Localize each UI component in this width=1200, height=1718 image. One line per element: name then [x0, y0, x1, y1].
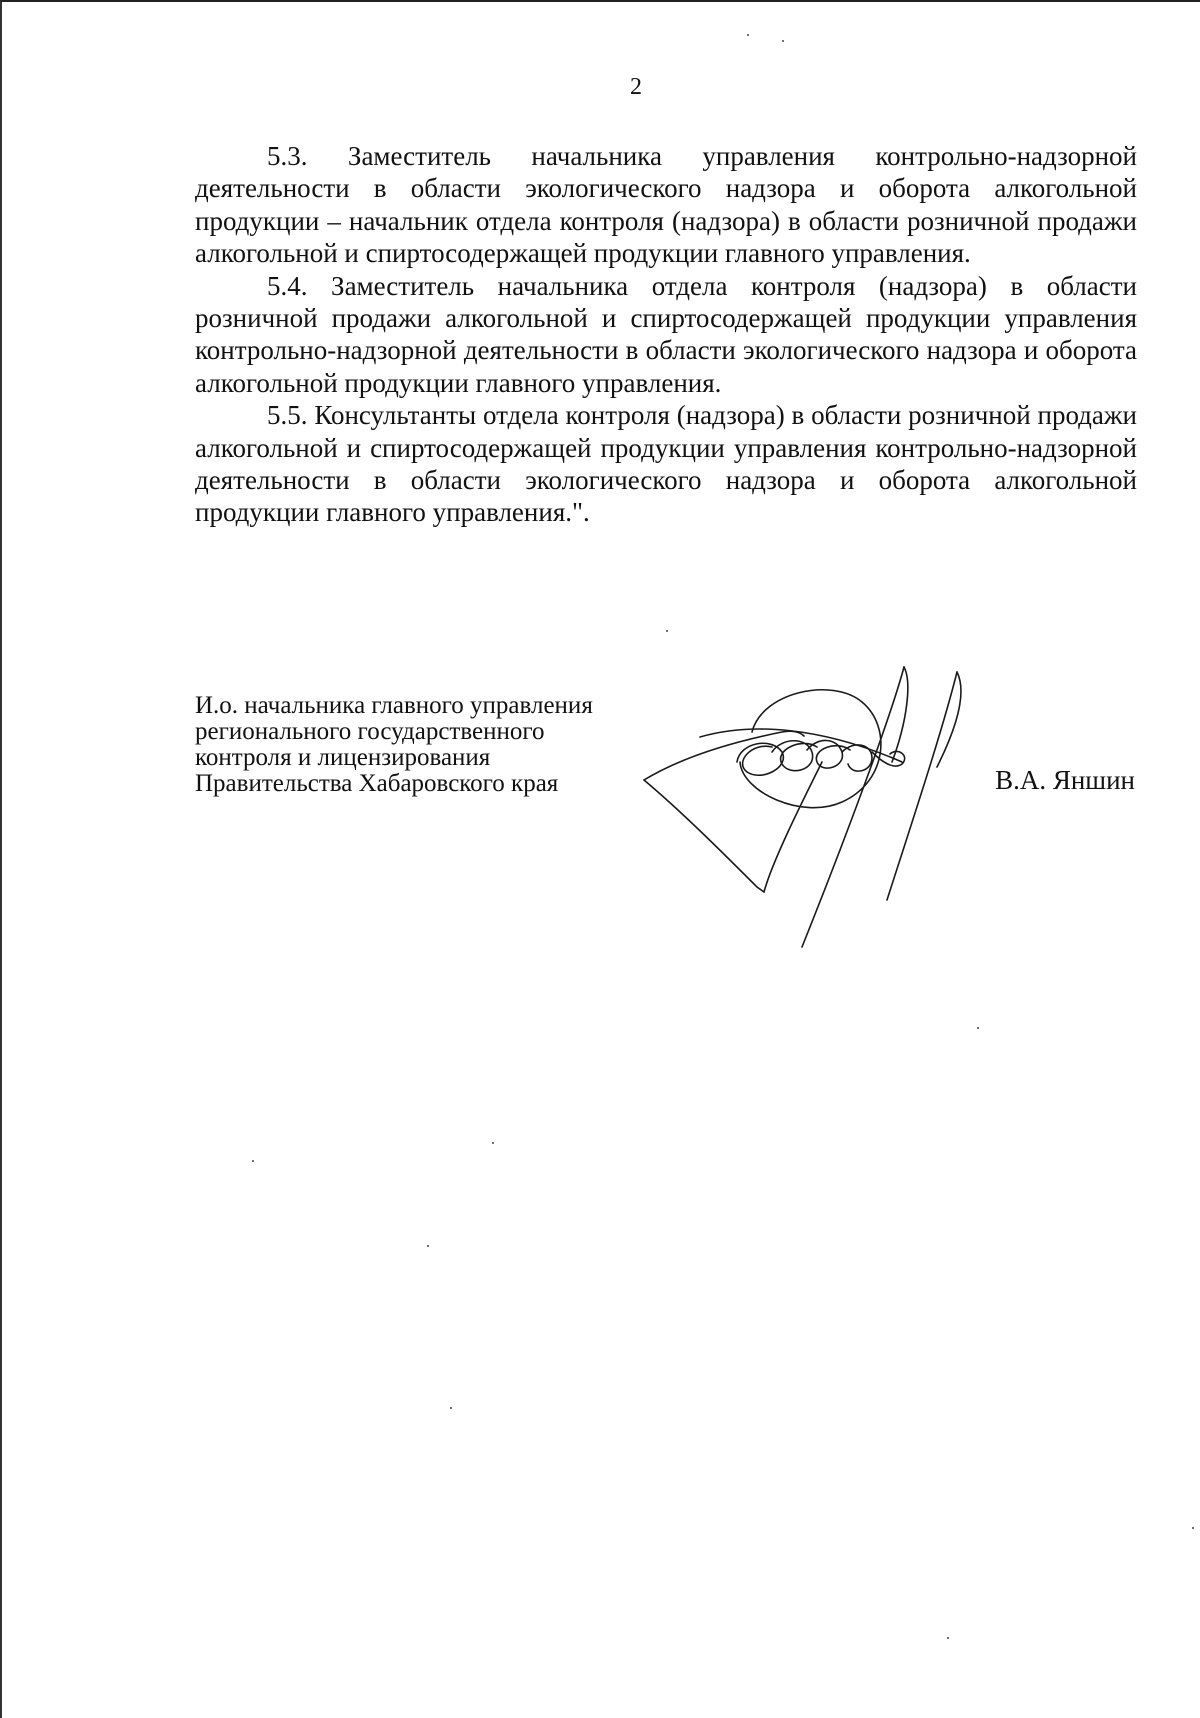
scan-speck — [492, 1142, 494, 1144]
clause-5-3: 5.3. Заместитель начальника управления контрольно-надзорной деятельности в области экологического надзора и оборота алкогольной продукции – начальник отдела контроля (надзора) в области розничной продажи алкогольной и спиртосодержащей продукции главного управления. — [195, 141, 1137, 269]
signature-icon — [622, 652, 982, 952]
signatory-title — [195, 693, 593, 797]
scan-speck — [450, 1407, 452, 1409]
scan-speck — [1192, 1527, 1194, 1529]
clause-5-4: 5.4. Заместитель начальника отдела контроля (надзора) в области розничной продажи алкогольной и спиртосодержащей продукции управления контрольно-надзорной деятельности в области экологического надзора и оборота алкогольной продукции главного управления. — [195, 270, 1137, 398]
clause-5-5: 5.5. Консультанты отдела контроля (надзора) в области розничной продажи алкогольной и спиртосодержащей продукции управления контрольно-надзорной деятельности в области экологического надзора и оборота алкогольной продукции главного управления.". — [195, 400, 1137, 528]
scan-speck — [427, 1245, 429, 1247]
signatory-name: В.А. Яншин — [995, 765, 1135, 795]
scan-speck — [666, 630, 668, 632]
signatory-title-line: И.о. начальника главного управления — [195, 692, 593, 719]
signatory-title-line: регионального государственного — [195, 718, 545, 745]
scan-speck — [252, 1160, 254, 1162]
page-number: 2 — [630, 74, 642, 100]
scan-speck — [782, 40, 784, 42]
scan-speck — [977, 1027, 979, 1029]
signatory-title-line: контроля и лицензирования — [195, 744, 491, 771]
document-body — [195, 140, 1137, 529]
signatory-title-line: Правительства Хабаровского края — [195, 770, 559, 797]
scan-speck — [747, 34, 749, 36]
scan-speck — [947, 1637, 949, 1639]
